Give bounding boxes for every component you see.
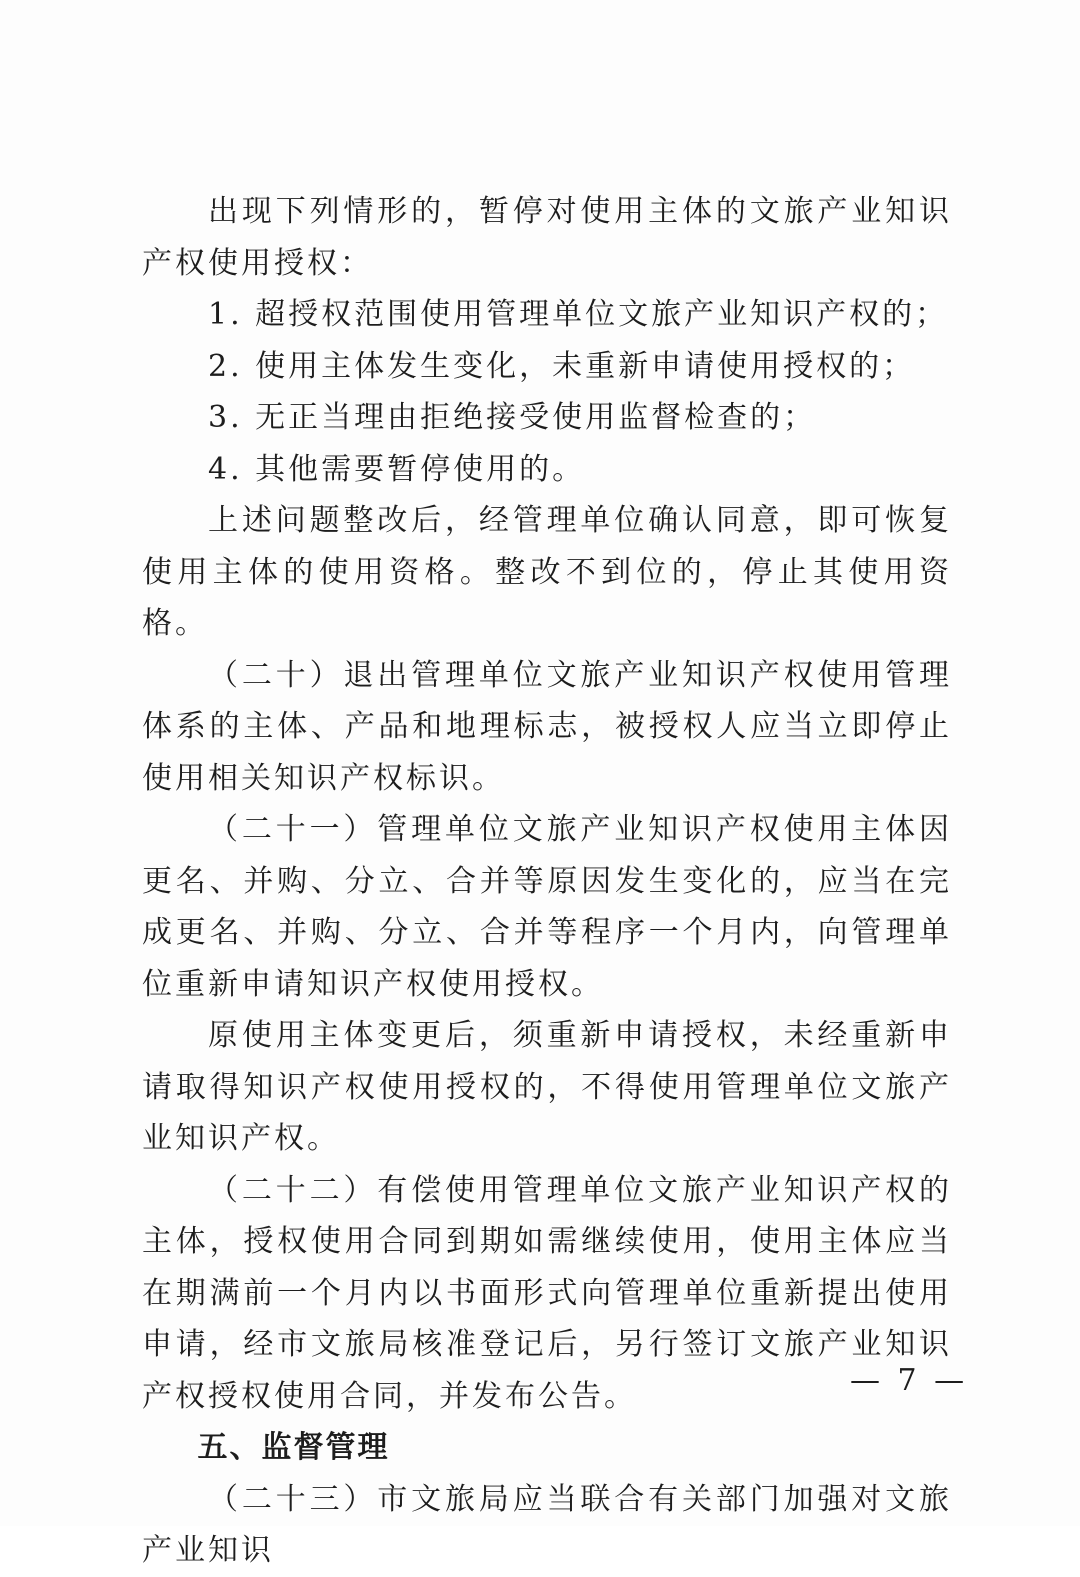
clause-23: （二十三）市文旅局应当联合有关部门加强对文旅产业知识	[142, 1481, 952, 1568]
list-item-1: 1. 超授权范围使用管理单位文旅产业知识产权的；	[208, 297, 949, 332]
paragraph-subject-change: 原使用主体变更后，须重新申请授权，未经重新申请取得知识产权使用授权的，不得使用管理单位文旅产业知识产权。	[142, 1018, 952, 1156]
paragraph-suspension-intro: 出现下列情形的，暂停对使用主体的文旅产业知识产权使用授权：	[142, 194, 952, 281]
list-item-3: 3. 无正当理由拒绝接受使用监督检查的；	[208, 400, 817, 435]
list-item-2: 2. 使用主体发生变化，未重新申请使用授权的；	[208, 348, 916, 384]
page-number: — 7 —	[850, 1363, 969, 1398]
clause-21: （二十一）管理单位文旅产业知识产权使用主体因更名、并购、分立、合并等原因发生变化的，应当在完成更名、并购、分立、合并等程序一个月内，向管理单位重新申请知识产权使用授权。	[142, 812, 952, 1002]
paragraph-rectification: 上述问题整改后，经管理单位确认同意，即可恢复使用主体的使用资格。整改不到位的，停止其使用资格。	[142, 503, 952, 641]
document-body	[142, 186, 952, 1577]
clause-22: （二十二）有偿使用管理单位文旅产业知识产权的主体，授权使用合同到期如需继续使用，使用主体应当在期满前一个月内以书面形式向管理单位重新提出使用申请，经市文旅局核准登记后，另行签订文旅产业知识产权授权使用合同，并发布公告。	[142, 1172, 952, 1414]
clause-20: （二十）退出管理单位文旅产业知识产权使用管理体系的主体、产品和地理标志，被授权人应当立即停止使用相关知识产权标识。	[142, 657, 952, 796]
list-item-4: 4. 其他需要暂停使用的。	[208, 451, 586, 487]
section-heading: 五、监督管理	[197, 1430, 390, 1465]
